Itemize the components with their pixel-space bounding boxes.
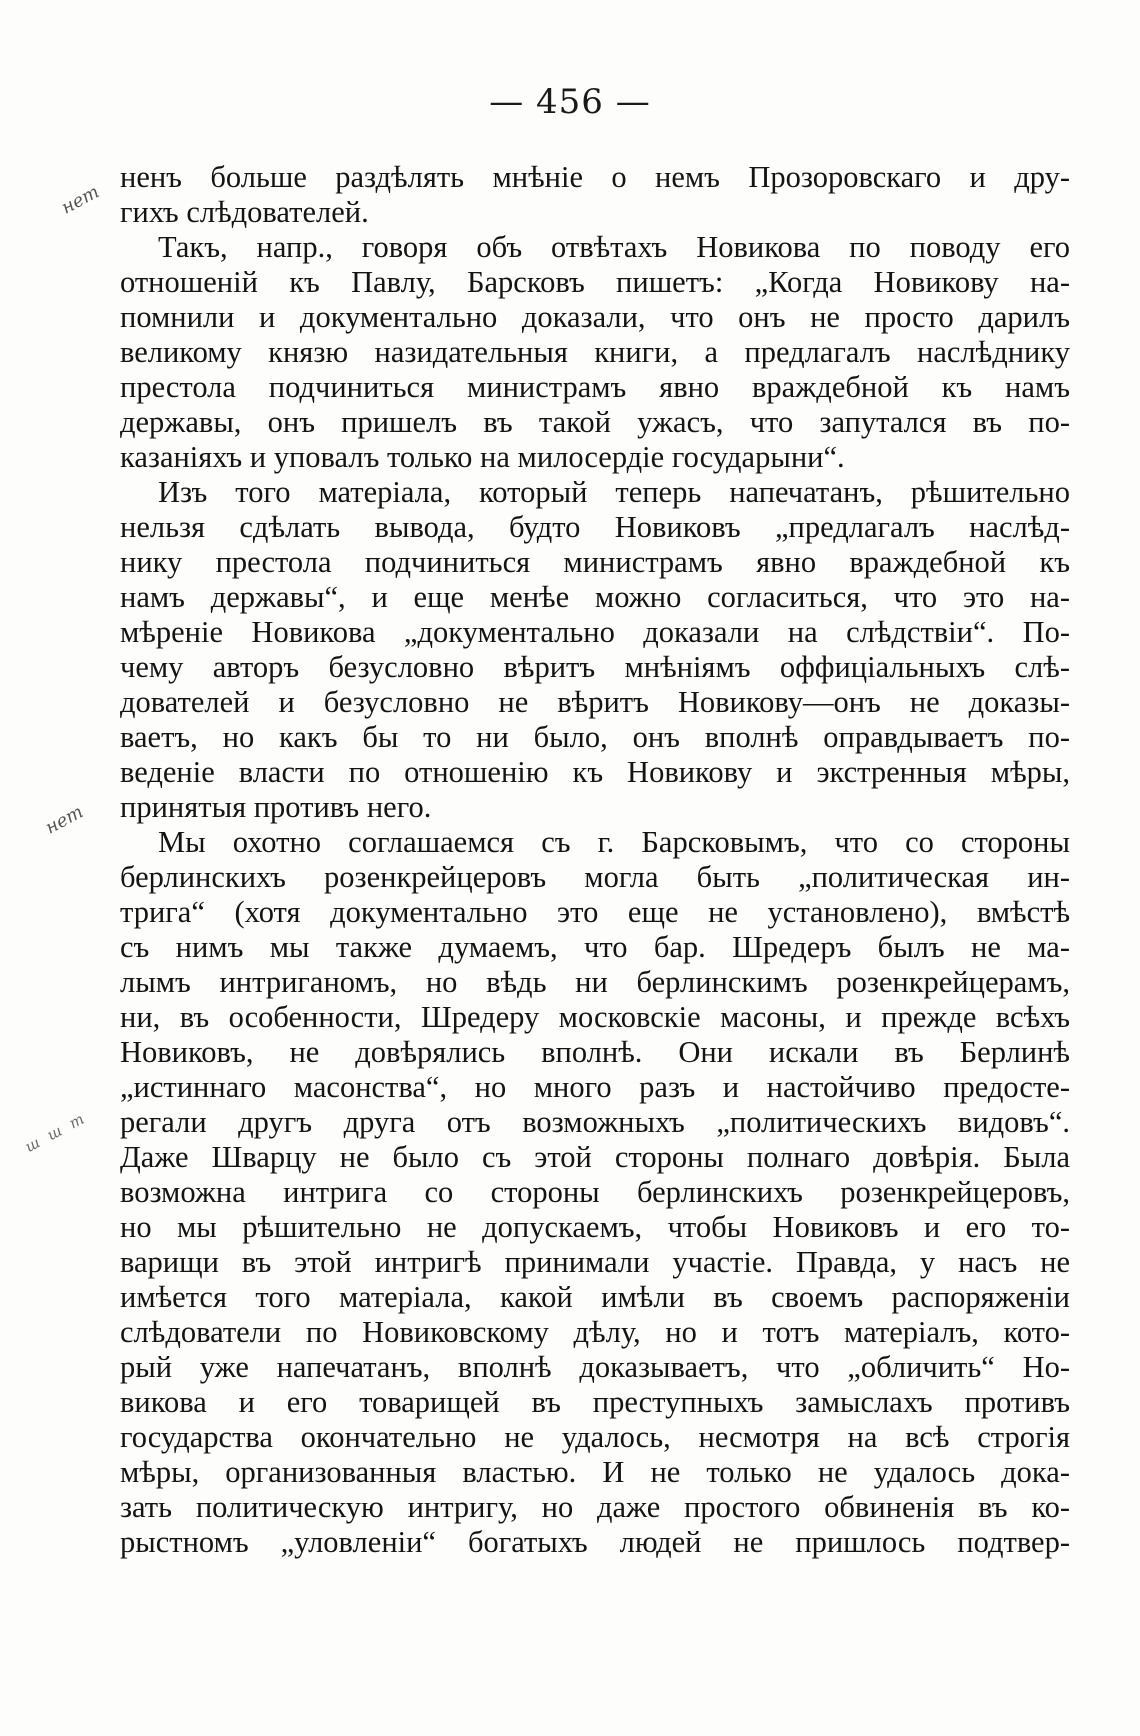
text-line: Мы охотно соглашаемся съ г. Барсковымъ, что со стороны: [158, 825, 1070, 859]
text-line: нику престола подчиниться министрамъ явно враждебной къ: [120, 545, 1070, 579]
text-line: съ нимъ мы также думаемъ, что бар. Шредеръ былъ не ма-: [120, 930, 1070, 964]
text-line: имѣется того матеріала, какой имѣли въ своемъ распоряженіи: [120, 1280, 1070, 1314]
text-line: ваетъ, но какъ бы то ни было, онъ вполнѣ оправдываетъ по-: [120, 720, 1070, 754]
margin-note: нет: [58, 181, 103, 219]
text-line: зать политическую интригу, но даже простого обвиненія въ ко-: [120, 1490, 1070, 1524]
text-line: рыстномъ „уловленіи“ богатыхъ людей не пришлось подтвер-: [120, 1525, 1070, 1559]
margin-note: ш ш т: [22, 1108, 90, 1156]
text-line: слѣдователи по Новиковскому дѣлу, но и тотъ матеріалъ, кото-: [120, 1315, 1070, 1349]
text-line: казаніяхъ и уповалъ только на милосердіе государыни“.: [120, 440, 845, 474]
text-line: регали другъ друга отъ возможныхъ „политическихъ видовъ“.: [120, 1105, 1070, 1139]
text-line: но мы рѣшительно не допускаемъ, чтобы Новиковъ и его то-: [120, 1210, 1070, 1244]
text-line: мѣреніе Новикова „документально доказали на слѣдствіи“. По-: [120, 615, 1070, 649]
text-line: веденіе власти по отношенію къ Новикову и экстренныя мѣры,: [120, 755, 1070, 789]
text-line: нельзя сдѣлать вывода, будто Новиковъ „предлагалъ наслѣд-: [120, 510, 1070, 544]
text-line: ненъ больше раздѣлять мнѣніе о немъ Прозоровскаго и дру-: [120, 160, 1070, 194]
margin-note: нет: [42, 801, 87, 839]
text-line: Такъ, напр., говоря объ отвѣтахъ Новикова по поводу его: [158, 230, 1070, 264]
page-number: — 456 —: [489, 82, 651, 122]
text-line: Даже Шварцу не было съ этой стороны полнаго довѣрія. Была: [120, 1140, 1070, 1174]
text-line: гихъ слѣдователей.: [120, 195, 369, 229]
text-line: державы, онъ пришелъ въ такой ужасъ, что запутался въ по-: [120, 405, 1070, 439]
text-line: отношеній къ Павлу, Барсковъ пишетъ: „Когда Новикову на-: [120, 265, 1070, 299]
text-line: великому князю назидательныя книги, а предлагалъ наслѣднику: [120, 335, 1070, 369]
text-line: варищи въ этой интригѣ принимали участіе. Правда, у насъ не: [120, 1245, 1070, 1279]
text-line: престола подчиниться министрамъ явно враждебной къ намъ: [120, 370, 1070, 404]
text-line: принятыя противъ него.: [120, 790, 432, 824]
text-line: государства окончательно не удалось, несмотря на всѣ строгія: [120, 1420, 1070, 1454]
text-line: берлинскихъ розенкрейцеровъ могла быть „политическая ин-: [120, 860, 1070, 894]
text-line: лымъ интриганомъ, но вѣдь ни берлинскимъ розенкрейцерамъ,: [120, 965, 1070, 999]
text-line: трига“ (хотя документально это еще не установлено), вмѣстѣ: [120, 895, 1070, 929]
text-line: чему авторъ безусловно вѣритъ мнѣніямъ оффиціальныхъ слѣ-: [120, 650, 1070, 684]
text-line: викова и его товарищей въ преступныхъ замыслахъ противъ: [120, 1385, 1070, 1419]
text-line: помнили и документально доказали, что онъ не просто дарилъ: [120, 300, 1070, 334]
text-line: мѣры, организованныя властью. И не только не удалось дока-: [120, 1455, 1070, 1489]
text-line: рый уже напечатанъ, вполнѣ доказываетъ, что „обличить“ Но-: [120, 1350, 1070, 1384]
text-line: возможна интрига со стороны берлинскихъ розенкрейцеровъ,: [120, 1175, 1070, 1209]
body-text: [120, 160, 1070, 1560]
text-line: ни, въ особенности, Шредеру московскіе масоны, и прежде всѣхъ: [120, 1000, 1070, 1034]
text-line: дователей и безусловно не вѣритъ Новикову—онъ не доказы-: [120, 685, 1070, 719]
text-line: Новиковъ, не довѣрялись вполнѣ. Они искали въ Берлинѣ: [120, 1035, 1070, 1069]
text-line: намъ державы“, и еще менѣе можно согласиться, что это на-: [120, 580, 1070, 614]
text-line: „истиннаго масонства“, но много разъ и настойчиво предосте-: [120, 1070, 1070, 1104]
text-line: Изъ того матеріала, который теперь напечатанъ, рѣшительно: [158, 475, 1070, 509]
